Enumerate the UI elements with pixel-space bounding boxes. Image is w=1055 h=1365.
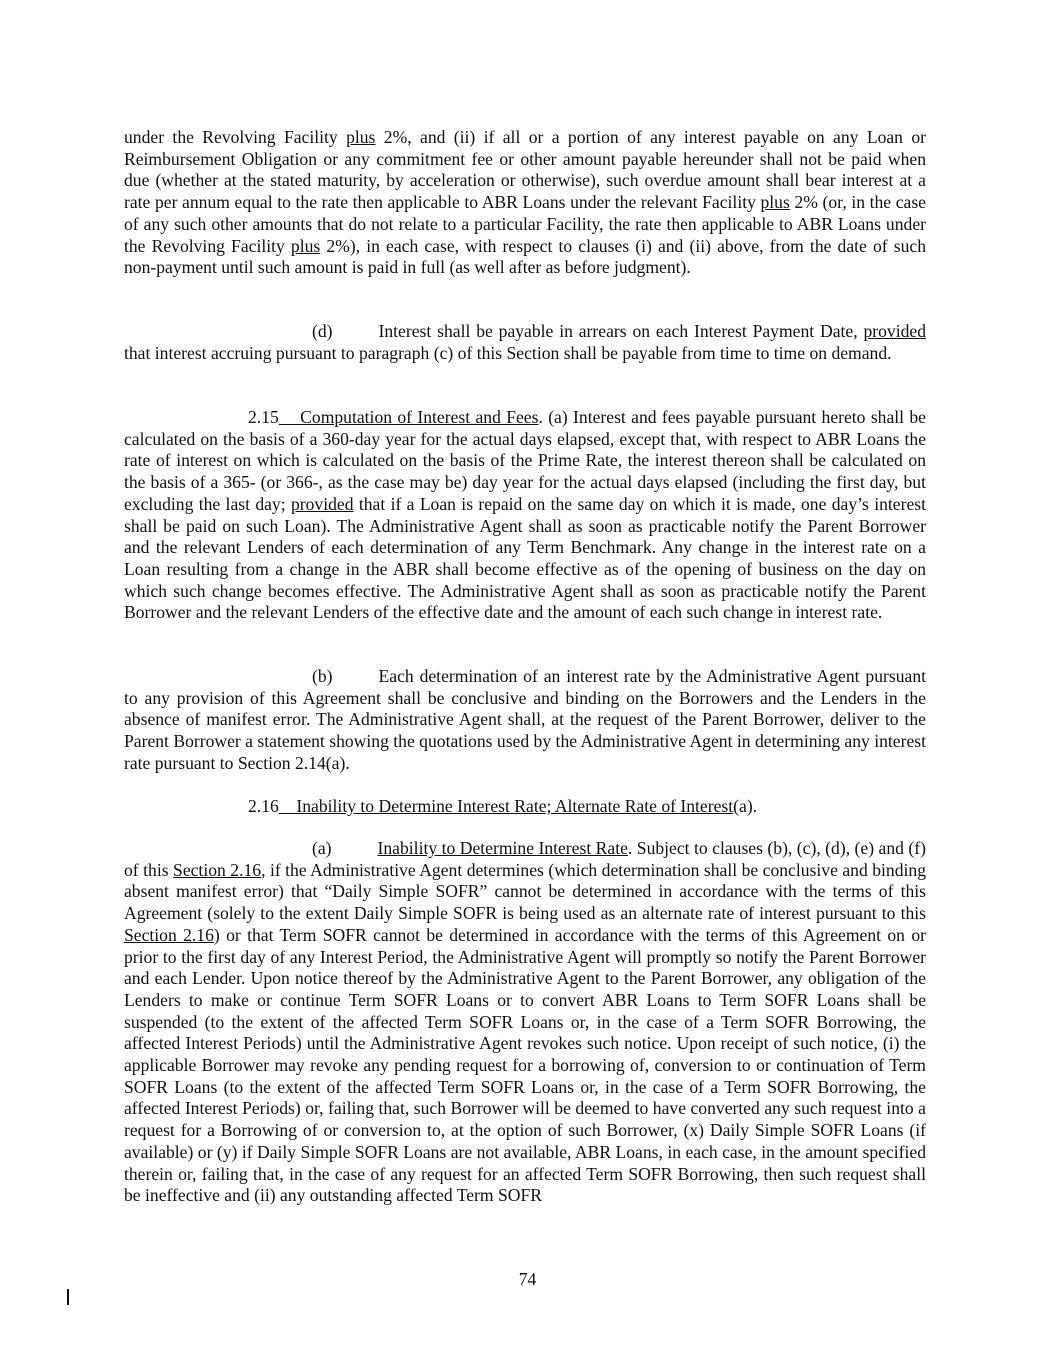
clause-label: (d) xyxy=(312,321,333,341)
section-2-15 xyxy=(124,407,926,624)
text: 2%), in each case, with respect to clauses (i) and (ii) above, from the date of such non-payment until such amount is paid in full (as well after as before judgment). xyxy=(124,235,926,278)
underlined-term: Section 2.16 xyxy=(124,924,214,945)
text: . (a) Interest and fees payable pursuant hereto shall be calculated on the basis of a 360-day year for the actual days elapsed, except that, with respect to ABR Loans the rate of interest on which is calculated on the basis of the Prime Rate, the interest thereon shall be calculated on the basis of a 365- (or 366-, as the case may be) day year for the actual days elapsed (including the first day, but excluding the last day; xyxy=(124,407,926,514)
text: 2%, and (ii) if all or a portion of any interest payable on any Loan or Reimbursement Obligation or any commitment fee or other amount payable hereunder shall not be paid when due (whether at the stated maturity, by acceleration or otherwise), such overdue amount shall bear interest at a rate per annum equal to the rate then applicable to ABR Loans under the relevant Facility xyxy=(124,127,927,213)
clause-label: (a) xyxy=(312,838,332,858)
text: , if the Administrative Agent determines (which determination shall be conclusive and binding absent manifest error) that “Daily Simple SOFR” cannot be determined in accordance with the terms of this Agreement (solely to the extent Daily Simple SOFR is being used as an alternate rate of interest pursuant to this xyxy=(124,859,926,924)
text: under the Revolving Facility xyxy=(124,127,347,147)
clause-label: (b) xyxy=(312,666,333,686)
text: . Subject to clauses (b), (c), (d), (e) and (f) of this xyxy=(124,838,926,880)
underlined-term: plus xyxy=(346,127,376,147)
underlined-term: plus xyxy=(290,235,321,256)
underlined-term: provided xyxy=(290,493,354,514)
underlined-term: provided xyxy=(863,321,926,341)
text: that interest accruing pursuant to paragraph (c) of this Section shall be payable from time to time on demand. xyxy=(124,342,892,363)
text: Each determination of an interest rate by the Administrative Agent pursuant to any provision of this Agreement shall be conclusive and binding on the Borrowers and the Lenders in the absence of manifest error. The Administrative Agent shall, at the request of the Parent Borrower, deliver to the Parent Borrower a statement showing the quotations used by the Administrative Agent in determining any interest rate pursuant to Section 2.14(a). xyxy=(124,666,926,773)
text: (a). xyxy=(733,796,758,816)
underlined-term: Section 2.16 xyxy=(173,859,262,880)
text: ) or that Term SOFR cannot be determined in accordance with the terms of this Agreement on or prior to the first day of any Interest Period, the Administrative Agent will promptly so notify the Parent Borrower and each Lender. Upon notice thereof by the Administrative Agent to the Parent Borrower, any obligation of the Lenders to make or continue Term SOFR Loans or to convert ABR Loans to Term SOFR Loans shall be suspended (to the extent of the affected Term SOFR Loans or, in the case of a Term SOFR Borrowing, the affected Interest Periods) until the Administrative Agent revokes such notice. Upon receipt of such notice, (i) the applicable Borrower may revoke any pending request for a borrowing of, conversion to or continuation of Term SOFR Loans (to the extent of the affected Term SOFR Loans or, in the case of a Term SOFR Borrowing, the affected Interest Periods) or, failing that, such Borrower will be deemed to have converted any such request into a request for a Borrowing of or conversion to, at the option of such Borrower, (x) Daily Simple SOFR Loans (if available) or (y) if Daily Simple SOFR Loans are not available, ABR Loans, in each case, in the amount specified therein or, failing that, in the case of any request for an affected Term SOFR Borrowing, then such request shall be ineffective and (ii) any outstanding affected Term SOFR xyxy=(124,924,926,1206)
section-2-16-heading xyxy=(248,796,757,818)
underlined-term: Inability to Determine Interest Rate xyxy=(377,838,628,858)
section-title: Computation of Interest and Fees xyxy=(300,407,539,427)
section-title: Inability to Determine Interest Rate; Alternate Rate of Interest xyxy=(296,796,734,816)
text: that if a Loan is repaid on the same day on which it is made, one day’s interest shall be paid on such Loan). The Administrative Agent shall as soon as practicable notify the Parent Borrower and the relevant Lenders of each determination of any Term Benchmark. Any change in the interest rate on a Loan resulting from a change in the ABR shall become effective as of the opening of business on the day on which such change becomes effective. The Administrative Agent shall as soon as practicable notify the Parent Borrower and the relevant Lenders of the effective date and the amount of each such change in interest rate. xyxy=(124,493,926,623)
text: 2% (or, in the case of any such other amounts that do not relate to a particular Facility, the rate then applicable to ABR Loans under the Revolving Facility xyxy=(124,192,926,256)
page-number: 74 xyxy=(518,1269,537,1289)
section-number: 2.16 xyxy=(248,796,279,816)
paragraph-d-payment xyxy=(124,321,926,364)
underlined-term: plus xyxy=(760,192,790,213)
change-bar xyxy=(67,1289,69,1305)
section-number: 2.15 xyxy=(248,407,279,427)
paragraph-b-determination xyxy=(124,666,926,775)
paragraph-default-interest xyxy=(124,127,926,279)
paragraph-a-inability xyxy=(124,838,926,1207)
text: Interest shall be payable in arrears on each Interest Payment Date, xyxy=(378,321,864,341)
